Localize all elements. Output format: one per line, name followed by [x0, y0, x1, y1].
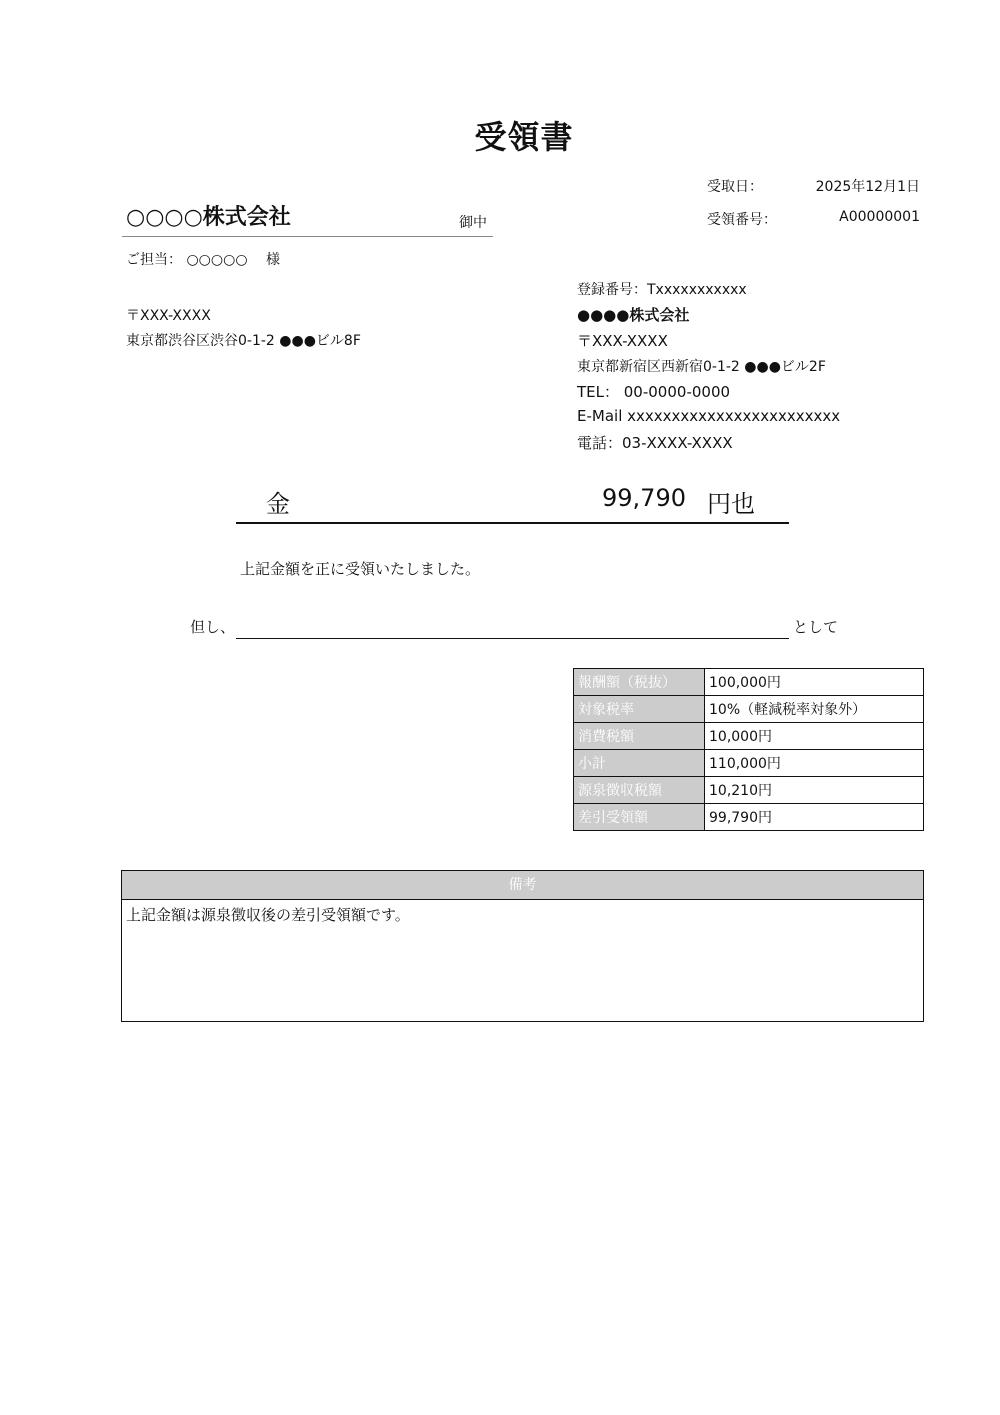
notes-body: 上記金額は源泉徴収後の差引受領額です。 — [126, 906, 410, 924]
summary-value: 10,210円 — [705, 777, 924, 804]
summary-label: 差引受領額 — [574, 804, 705, 831]
issuer-email: E-Mail xxxxxxxxxxxxxxxxxxxxxxxx — [577, 407, 841, 425]
issuer-name: ●●●●株式会社 — [577, 306, 690, 324]
summary-table — [573, 668, 924, 831]
receipt-statement: 上記金額を正に受領いたしました。 — [240, 560, 481, 578]
amount-value: 99,790 — [602, 484, 686, 512]
recipient-name: ○○○○株式会社 — [126, 205, 291, 230]
recipient-address: 東京都渋谷区渋谷0-1-2 ●●●ビル8F — [126, 333, 361, 349]
summary-value: 10,000円 — [705, 723, 924, 750]
summary-label: 報酬額（税抜） — [574, 669, 705, 696]
receipt-number: A00000001 — [839, 209, 920, 225]
table-row — [574, 804, 924, 831]
summary-label: 消費税額 — [574, 723, 705, 750]
table-row — [574, 669, 924, 696]
notes-header: 備考 — [122, 871, 923, 900]
summary-label: 小計 — [574, 750, 705, 777]
amount-unit: 円也 — [707, 490, 755, 518]
table-row — [574, 696, 924, 723]
table-row — [574, 750, 924, 777]
purpose-prefix: 但し、 — [190, 618, 236, 636]
received-date: 2025年12月1日 — [815, 179, 920, 195]
summary-value: 99,790円 — [705, 804, 924, 831]
issuer-tel: TEL： 00-0000-0000 — [577, 383, 731, 401]
summary-label: 対象税率 — [574, 696, 705, 723]
amount-prefix: 金 — [266, 490, 290, 518]
issuer-phone: 電話：03-XXXX-XXXX — [577, 434, 733, 452]
table-row — [574, 777, 924, 804]
purpose-line — [236, 638, 789, 639]
recipient-honorific: 御中 — [459, 215, 487, 231]
document-title: 受領書 — [474, 118, 574, 156]
purpose-suffix: として — [793, 618, 839, 636]
summary-value: 110,000円 — [705, 750, 924, 777]
issuer-postal: 〒XXX-XXXX — [577, 332, 668, 350]
issuer-registration: 登録番号：Txxxxxxxxxxx — [577, 282, 747, 298]
recipient-postal: 〒XXX-XXXX — [126, 308, 211, 324]
amount-underline — [236, 522, 789, 524]
notes-box — [121, 870, 924, 1022]
issuer-address: 東京都新宿区西新宿0-1-2 ●●●ビル2F — [577, 359, 826, 375]
table-row — [574, 723, 924, 750]
recipient-underline — [122, 236, 493, 237]
summary-label: 源泉徴収税額 — [574, 777, 705, 804]
receipt-number-label: 受領番号： — [707, 212, 777, 228]
summary-value: 100,000円 — [705, 669, 924, 696]
summary-value: 10%（軽減税率対象外） — [705, 696, 924, 723]
received-date-label: 受取日： — [707, 179, 763, 195]
recipient-contact: ご担当： ○○○○○ 様 — [126, 252, 280, 268]
